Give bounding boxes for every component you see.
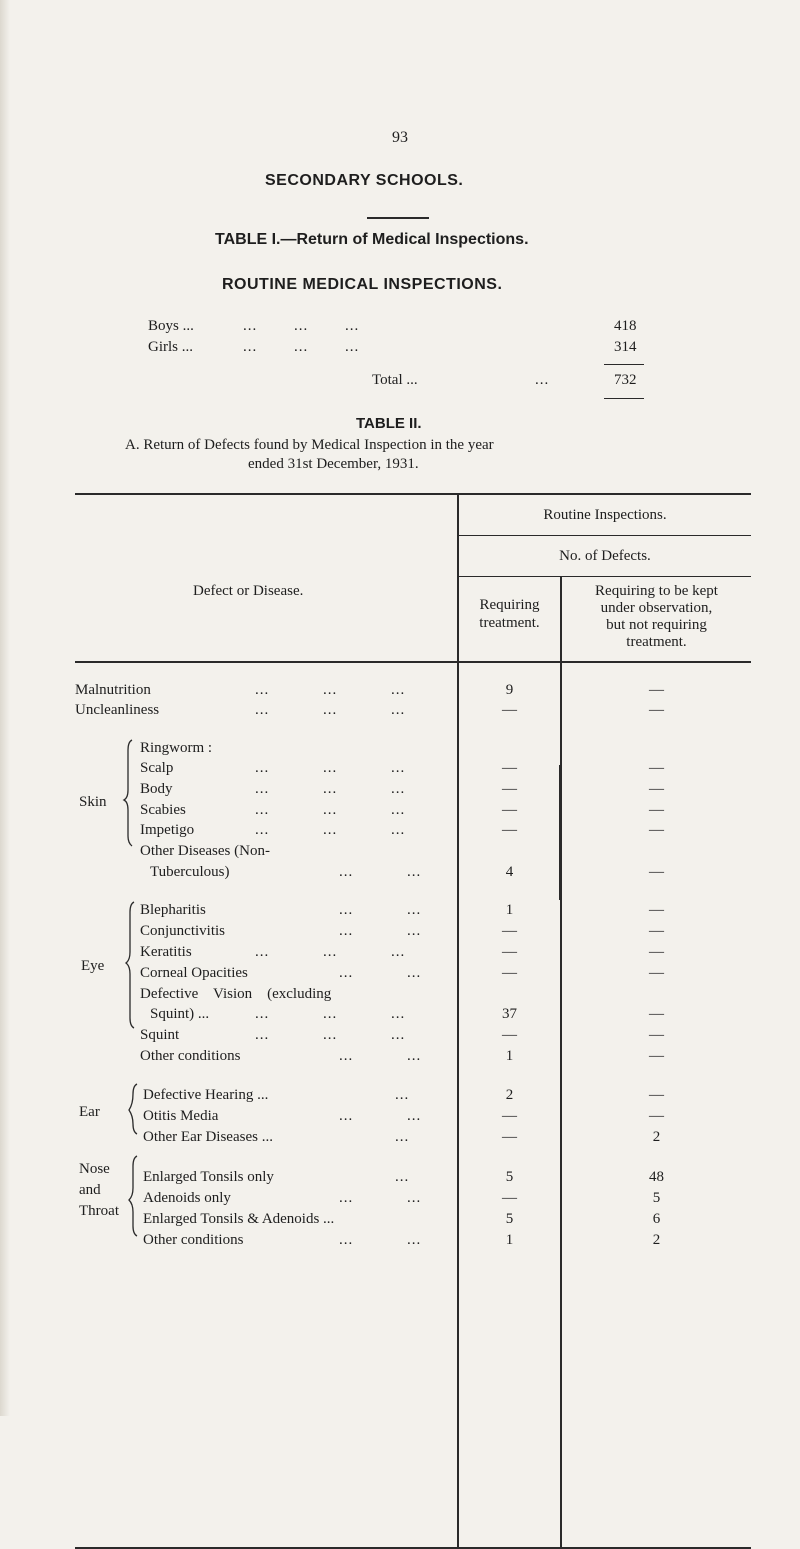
cell-requiring-treatment: —: [502, 802, 517, 818]
girls-dots: ... ... ...: [243, 339, 360, 355]
row-label: Conjunctivitis: [140, 923, 226, 939]
cell-under-observation: —: [649, 781, 664, 797]
row-leader-dots: ...: [395, 1129, 410, 1145]
cell-requiring-treatment: 1: [505, 1048, 514, 1064]
row-leader-dots: ... ...: [339, 864, 422, 880]
cell-under-observation: —: [649, 1027, 664, 1043]
table2-title: TABLE II.: [356, 415, 422, 432]
group-ear: Ear: [79, 1104, 100, 1120]
group-nose-line2: and: [79, 1182, 101, 1198]
row-label: Malnutrition: [75, 682, 151, 698]
cell-requiring-treatment: —: [502, 1108, 517, 1124]
cell-requiring-treatment: 5: [505, 1169, 514, 1185]
cell-requiring-treatment: 2: [505, 1087, 514, 1103]
cell-under-observation: —: [649, 802, 664, 818]
row-label: Body: [140, 781, 173, 797]
row-leader-dots: ...: [395, 1169, 410, 1185]
row-label: Keratitis: [140, 944, 192, 960]
cell-under-observation: —: [649, 1048, 664, 1064]
row-leader-dots: ... ...: [339, 902, 422, 918]
row-leader-dots: ... ... ...: [255, 702, 406, 718]
row-label: Scalp: [140, 760, 174, 776]
cell-requiring-treatment: —: [502, 1129, 517, 1145]
cell-under-observation: 2: [652, 1129, 661, 1145]
cell-under-observation: —: [649, 965, 664, 981]
boys-label: Boys ...: [148, 318, 194, 334]
boys-dots: ... ... ...: [243, 318, 360, 334]
total-dots: ...: [535, 372, 550, 388]
cell-requiring-treatment: 9: [505, 682, 514, 698]
girls-label: Girls ...: [148, 339, 193, 355]
boys-value: 418: [614, 318, 637, 334]
row-leader-dots: ...: [395, 1087, 410, 1103]
cell-under-observation: 6: [652, 1211, 661, 1227]
row-leader-dots: ... ...: [339, 1232, 422, 1248]
header-observation-line2: under observation,: [600, 600, 713, 616]
row-label: Impetigo: [140, 822, 195, 838]
row-label: Corneal Opacities: [140, 965, 248, 981]
row-leader-dots: ... ... ...: [255, 822, 406, 838]
total-value: 732: [614, 372, 637, 388]
cell-under-observation: —: [649, 1108, 664, 1124]
header-routine: Routine Inspections.: [543, 507, 667, 523]
header-requiring-line2: treatment.: [479, 615, 540, 631]
cell-requiring-treatment: 4: [505, 864, 514, 880]
row-label: Defective Hearing ...: [143, 1087, 269, 1103]
row-label: Ringworm :: [140, 740, 213, 756]
header-no-defects: No. of Defects.: [559, 548, 651, 564]
total-label: Total ...: [372, 372, 418, 388]
row-leader-dots: ... ...: [339, 1108, 422, 1124]
eye-brace: [126, 902, 134, 1028]
cell-requiring-treatment: 1: [505, 1232, 514, 1248]
row-label: Blepharitis: [140, 902, 206, 918]
row-label: Squint) ...: [150, 1006, 210, 1022]
row-label: Other Diseases (Non-: [140, 843, 270, 859]
header-observation-line4: treatment.: [626, 634, 687, 650]
cell-under-observation: —: [649, 822, 664, 838]
row-leader-dots: ... ...: [339, 1190, 422, 1206]
cell-under-observation: —: [649, 902, 664, 918]
cell-requiring-treatment: 1: [505, 902, 514, 918]
row-label: Defective Vision (excluding: [140, 986, 332, 1002]
routine-title: ROUTINE MEDICAL INSPECTIONS.: [222, 276, 503, 293]
row-leader-dots: ... ... ...: [255, 781, 406, 797]
cell-under-observation: —: [649, 1006, 664, 1022]
table-bottom-rule: [75, 1547, 751, 1549]
row-label: Other conditions: [140, 1048, 241, 1064]
table2-caption-line1: A. Return of Defects found by Medical Inspection in the year: [125, 437, 494, 453]
group-skin: Skin: [79, 794, 107, 810]
cell-under-observation: 2: [652, 1232, 661, 1248]
cell-under-observation: —: [649, 702, 664, 718]
cell-requiring-treatment: —: [502, 1027, 517, 1043]
row-label: Enlarged Tonsils only: [143, 1169, 274, 1185]
header-observation-line3: but not requiring: [606, 617, 707, 633]
cell-under-observation: —: [649, 1087, 664, 1103]
cell-under-observation: 5: [652, 1190, 661, 1206]
row-leader-dots: ... ... ...: [255, 682, 406, 698]
girls-value: 314: [614, 339, 637, 355]
row-label: Adenoids only: [143, 1190, 231, 1206]
row-label: Other Ear Diseases ...: [143, 1129, 273, 1145]
page-number: 93: [392, 129, 408, 146]
page-heading: SECONDARY SCHOOLS.: [265, 172, 464, 189]
group-nose-line1: Nose: [79, 1161, 110, 1177]
header-defect: Defect or Disease.: [193, 583, 304, 599]
cell-under-observation: —: [649, 944, 664, 960]
cell-requiring-treatment: —: [502, 760, 517, 776]
cell-under-observation: —: [649, 760, 664, 776]
group-eye: Eye: [81, 958, 105, 974]
row-leader-dots: ... ... ...: [255, 944, 406, 960]
row-label: Scabies: [140, 802, 186, 818]
ear-brace: [129, 1084, 137, 1134]
table1-title: TABLE I.—Return of Medical Inspections.: [215, 231, 529, 248]
group-nose-line3: Throat: [79, 1203, 119, 1219]
row-leader-dots: ... ... ...: [255, 1006, 406, 1022]
cell-requiring-treatment: —: [502, 1190, 517, 1206]
cell-under-observation: —: [649, 864, 664, 880]
cell-under-observation: —: [649, 682, 664, 698]
cell-requiring-treatment: 5: [505, 1211, 514, 1227]
table2-caption-line2: ended 31st December, 1931.: [248, 456, 419, 472]
row-label: Other conditions: [143, 1232, 244, 1248]
header-observation-line1: Requiring to be kept: [595, 583, 718, 599]
row-leader-dots: ... ...: [339, 965, 422, 981]
cell-under-observation: 48: [649, 1169, 664, 1185]
row-leader-dots: ... ...: [339, 1048, 422, 1064]
cell-requiring-treatment: —: [502, 923, 517, 939]
cell-requiring-treatment: —: [502, 781, 517, 797]
cell-requiring-treatment: —: [502, 702, 517, 718]
header-requiring-line1: Requiring: [479, 597, 540, 613]
row-label: Uncleanliness: [75, 702, 160, 718]
row-leader-dots: ... ... ...: [255, 802, 406, 818]
row-leader-dots: ... ... ...: [255, 760, 406, 776]
row-label: Enlarged Tonsils & Adenoids ...: [143, 1211, 335, 1227]
row-leader-dots: ... ... ...: [255, 1027, 406, 1043]
row-label: Otitis Media: [143, 1108, 219, 1124]
cell-requiring-treatment: 37: [502, 1006, 517, 1022]
skin-brace: [124, 740, 132, 846]
row-label: Tuberculous): [150, 864, 230, 880]
cell-under-observation: —: [649, 923, 664, 939]
cell-requiring-treatment: —: [502, 822, 517, 838]
nose-brace: [129, 1156, 137, 1236]
cell-requiring-treatment: —: [502, 944, 517, 960]
row-label: Squint: [140, 1027, 180, 1043]
row-leader-dots: ... ...: [339, 923, 422, 939]
cell-requiring-treatment: —: [502, 965, 517, 981]
